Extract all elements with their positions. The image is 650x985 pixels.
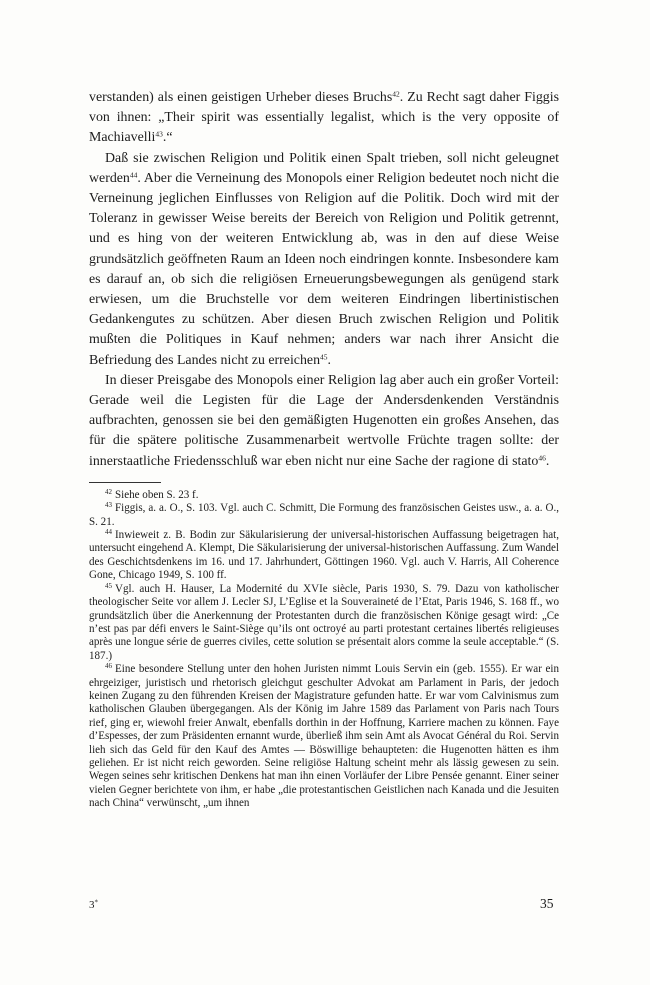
main-text <box>89 88 559 472</box>
paragraph-text: .“ <box>162 130 173 146</box>
footnote-number: 44 <box>105 528 112 537</box>
footnote <box>89 529 559 583</box>
footnote-reference: 45 <box>320 352 328 362</box>
footnote-text: Siehe oben S. 23 f. <box>115 488 199 501</box>
footnote <box>89 502 559 529</box>
body-paragraph <box>89 88 559 149</box>
footnote-number: 43 <box>105 501 112 510</box>
footnote-reference: 46 <box>538 453 546 463</box>
footnote-number: 45 <box>105 581 112 590</box>
signature-star: * <box>94 898 98 907</box>
footnote-text: Figgis, a. a. O., S. 103. Vgl. auch C. Schmitt, Die Formung des französischen Geistes usw., a. a. O., S. 21. <box>89 502 559 528</box>
paragraph-text: . <box>545 453 550 469</box>
body-paragraph <box>89 371 559 472</box>
footnote-divider <box>89 482 161 483</box>
footnote-text: Vgl. auch H. Hauser, La Modernité du XVIe siècle, Paris 1930, S. 79. Dazu von katholischer theologischer Seite vor allem J. Lecler SJ, L’Eglise et la Souveraineté de l’Etat, Paris 1946, S. 168 ff., wo grundsätzlich über die Anerkennung der Protestanten durch die französischen Könige gesagt wird: „Ce n’est pas par défi envers le Saint-Siège qu’ils ont octroyé au parti protestant certaines libertés religieuses après une longue série de guerres civiles, cette solution se présentait alors comme la seule acceptable.“ (S. 187.) <box>89 582 559 662</box>
paragraph-text: . Zu Recht sagt daher Figgis von ihnen: „Their spirit was essentially legalist, which is the very opposite of Machiavelli <box>89 90 559 146</box>
footnote-number: 42 <box>105 488 112 497</box>
footnote <box>89 663 559 810</box>
signature-number: 3 <box>89 899 95 911</box>
footnote <box>89 583 559 663</box>
body-paragraph <box>89 149 559 371</box>
footnote-text: Eine besondere Stellung unter den hohen Juristen nimmt Louis Servin ein (geb. 1555). Er war ein ehrgeiziger, juristisch und rhetorisch gleichgut geschulter Advokat am Parlament in Paris, der jedoch keinen Zugang zu den führenden Kreisen der Magistrature gefunden hatte. Er war vom Calvinismus zum katholischen Glauben übergegangen. Als der König im Jahre 1589 das Parlament von Paris nach Tours rief, ging er, wiewohl freier Anwalt, ebenfalls dorthin in der Hoffnung, Karriere machen zu können. Faye d’Espesses, der zum Präsidenten ernannt wurde, überließ ihm sein Amt als Avocat Général du Roi. Servin lieh sich das Geld für den Kauf des Amtes — Böswillige behaupteten: die Hugenotten hätten es ihm geliehen. Er ist nicht reich geworden. Seine religiöse Haltung scheint mehr als lässig gewesen zu sein. Wegen seines sehr kritischen Denkens hat man ihn einen Vorläufer der Libre Pensée genannt. Einer seiner vielen Gegner berichtete von ihm, er habe „die protestantischen Geistlichen nach Kanada und die Jesuiten nach China“ verwünscht, „um ihnen <box>89 663 559 810</box>
footnote <box>89 489 559 502</box>
paragraph-text: verstanden) als einen geistigen Urheber dieses Bruchs <box>89 90 393 105</box>
footnote-number: 46 <box>105 662 112 671</box>
paragraph-text: . <box>327 352 332 368</box>
footnotes <box>89 489 559 811</box>
footnote-reference: 44 <box>129 170 138 180</box>
footnote-text: Inwieweit z. B. Bodin zur Säkularisierung der universal-historischen Auffassung beigetragen hat, untersucht eingehend A. Klempt, Die Säkularisierung der universal-historischen Auffassung. Zum Wandel des Geschichtsdenkens im 16. und 17. Jahrhundert, Göttingen 1960. Vgl. auch V. Harris, All Coherence Gone, Chicago 1949, S. 100 ff. <box>89 529 559 582</box>
printer-signature-mark <box>89 899 98 911</box>
footnote-reference: 43 <box>155 129 163 139</box>
paragraph-text: Daß sie zwischen Religion und Politik einen Spalt trieben, soll nicht geleugnet werden <box>89 150 559 186</box>
paragraph-text: In dieser Preisgabe des Monopols einer Religion lag aber auch ein großer Vorteil: Gerade weil die Legisten für die Lage der Andersdenkenden Verständnis aufbrachten, genossen sie bei den gemäßigten Hugenotten ein großes Ansehen, das für die spätere politische Zusammenarbeit wertvolle Früchte tragen sollte: der innerstaatliche Friedensschluß war eben nicht nur eine Sache der ragione di stato <box>89 372 559 469</box>
paragraph-text: . Aber die Verneinung des Monopols einer Religion bedeutet noch nicht die Verneinung jeglichen Einflusses von Religion auf die Politik. Doch wird mit der Toleranz in gewisser Weise bereits der Bereich von Religion und Politik getrennt, und es hing von der weiteren Entwicklung ab, was in den auf diese Weise grundsätzlich geöffneten Raum an Ideen noch eindringen konnte. Insbesondere kam es darauf an, ob sich die religiösen Erneuerungsbewegungen als genügend stark erwiesen, um die Bruchstelle vor dem weiteren Eindringen libertinistischen Gedankengutes zu schützen. Aber diesen Bruch zwischen Religion und Politik mußten die Politiques in Kauf nehmen; anders war nach ihrer Ansicht die Befriedung des Landes nicht zu erreichen <box>89 170 559 368</box>
footnote-reference: 42 <box>392 89 400 99</box>
page-number: 35 <box>540 896 554 911</box>
page-body <box>89 88 559 811</box>
